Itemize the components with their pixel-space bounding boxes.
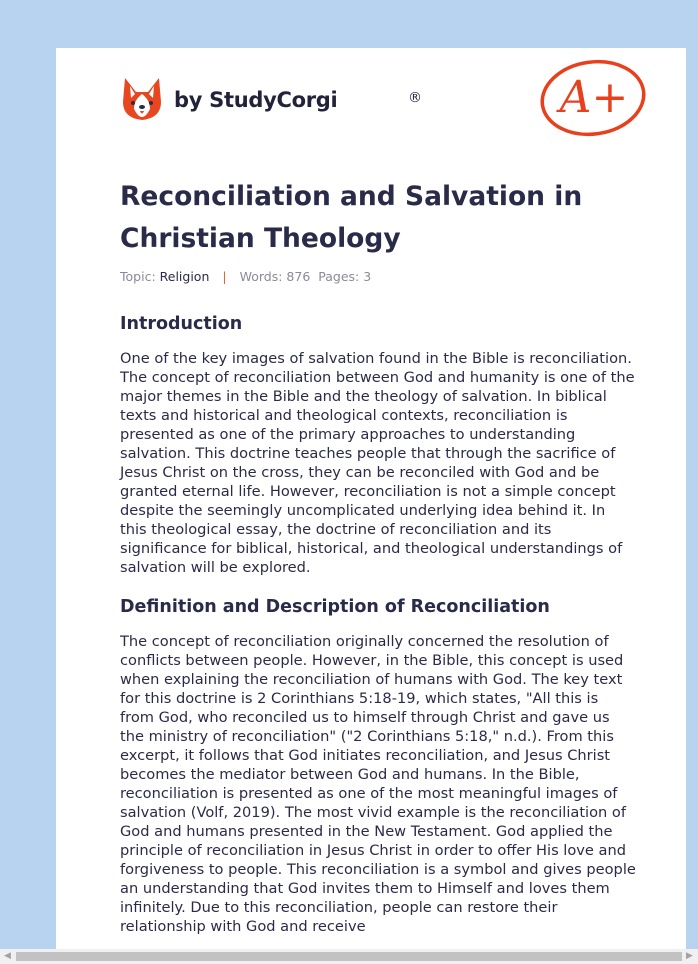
section-heading-introduction: Introduction: [120, 314, 243, 334]
section-heading-definition: Definition and Description of Reconciliation: [120, 597, 550, 617]
brand-name: by StudyCorgi: [174, 88, 338, 112]
grade-a-plus-badge: [538, 58, 650, 140]
section-text-introduction: One of the key images of salvation found in the Bible is reconciliation. The concept of reconciliation between God and humanity is one of the major themes in the Bible and the theology of salvation. In biblical texts and historical and theological contexts, reconciliation is presented as one of the primary approaches to understanding salvation. This doctrine teaches people that through the sacrifice of Jesus Christ on the cross, they can be reconciled with God and be granted eternal life. However, reconciliation is not a simple concept despite the seemingly uncomplicated underlying idea behind it. In this theological essay, the doctrine of reconciliation and its significance for biblical, historical, and theological understandings of salvation will be explored.: [120, 350, 635, 576]
horizontal-scrollbar[interactable]: [0, 949, 698, 964]
pages-label: Pages:: [318, 269, 360, 284]
section-text-definition: The concept of reconciliation originally concerned the resolution of conflicts between people. However, in the Bible, this concept is used when explaining the reconciliation of humans with God. The key text for this doctrine is 2 Corinthians 5:18-19, which states, "All this is from God, who reconciled us to himself through Christ and gave us the ministry of reconciliation" ("2 Corinthians 5:18," n.d.). From this excerpt, it follows that God initiates reconciliation, and Jesus Christ becomes the mediator between God and humans. In the Bible, reconciliation is presented as one of the most meaningful images of salvation (Volf, 2019). The most vivid example is the reconciliation of God and humans presented in the New Testament. God applied the principle of reconciliation in Jesus Christ in order to offer His love and forgiveness to people. This reconciliation is a symbol and gives people an understanding that God invites them to Himself and loves them infinitely. Due to this reconciliation, people can restore their relationship with God and receive: [120, 633, 636, 935]
document-page: [56, 48, 686, 951]
words-count: 876: [286, 269, 311, 284]
scrollbar-thumb[interactable]: [16, 952, 682, 961]
topic-label: Topic:: [120, 269, 156, 284]
grade-text: A+: [559, 72, 629, 123]
scroll-left-arrow-icon[interactable]: ◀: [4, 951, 11, 961]
document-meta: [120, 269, 371, 284]
meta-separator: |: [222, 269, 227, 284]
topic-link[interactable]: Religion: [159, 269, 210, 284]
document-title: Reconciliation and Salvation in Christian Theology: [120, 181, 583, 254]
registered-mark: ®: [408, 90, 422, 106]
pages-count: 3: [363, 269, 372, 284]
words-label: Words:: [239, 269, 283, 284]
corgi-icon: [122, 76, 162, 122]
scroll-right-arrow-icon[interactable]: ▶: [686, 951, 693, 961]
